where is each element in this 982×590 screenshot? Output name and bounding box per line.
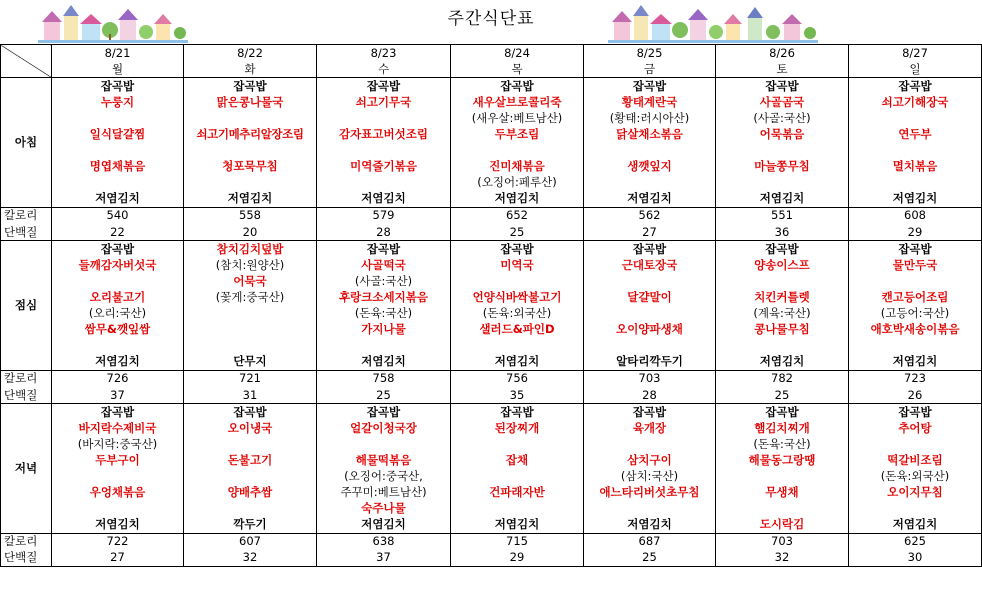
menu-item-lunch — [52, 273, 184, 289]
menu-item-dinner — [317, 436, 451, 452]
calorie-value: 687 — [584, 533, 716, 550]
protein-value: 25 — [584, 550, 716, 567]
protein-value: 27 — [584, 224, 716, 241]
menu-item-dinner: 떡갈비조림 — [849, 452, 982, 468]
protein-value: 32 — [184, 550, 317, 567]
menu-item-lunch — [716, 338, 849, 354]
menu-item-lunch: 캔고등어조림 — [849, 289, 982, 305]
calorie-value: 607 — [184, 533, 317, 550]
menu-item-lunch: 잡곡밥 — [52, 241, 184, 258]
menu-item-dinner: 바지락수제비국 — [52, 420, 184, 436]
breakfast-label: 아침 — [1, 78, 52, 208]
menu-item-breakfast — [849, 110, 982, 126]
menu-item-dinner: 저염김치 — [584, 517, 716, 534]
calorie-value: 703 — [716, 533, 849, 550]
menu-item-lunch — [584, 338, 716, 354]
date-header: 8/24 — [451, 45, 584, 62]
weekday-header: 토 — [716, 61, 849, 78]
menu-item-dinner: 얼갈이청국장 — [317, 420, 451, 436]
menu-item-breakfast: 닭살채소볶음 — [584, 126, 716, 142]
protein-value: 28 — [584, 387, 716, 404]
protein-value: 32 — [716, 550, 849, 567]
menu-item-dinner: 햄김치찌개 — [716, 420, 849, 436]
protein-value: 25 — [317, 387, 451, 404]
calorie-label: 칼로리 — [1, 207, 52, 224]
menu-item-lunch: 잡곡밥 — [317, 241, 451, 258]
menu-item-dinner: 된장찌개 — [451, 420, 584, 436]
menu-item-dinner: 추어탕 — [849, 420, 982, 436]
menu-item-dinner: 주꾸미:베트남산) — [317, 485, 451, 501]
date-header: 8/22 — [184, 45, 317, 62]
protein-value: 36 — [716, 224, 849, 241]
menu-item-lunch — [184, 338, 317, 354]
menu-item-dinner: (바지락:중국산) — [52, 436, 184, 452]
menu-item-lunch — [849, 338, 982, 354]
menu-item-breakfast — [184, 175, 317, 191]
weekday-header: 금 — [584, 61, 716, 78]
calorie-value: 638 — [317, 533, 451, 550]
protein-label: 단백질 — [1, 224, 52, 241]
date-header: 8/21 — [52, 45, 184, 62]
menu-item-breakfast: 잡곡밥 — [584, 78, 716, 95]
menu-item-dinner: 잡곡밥 — [451, 404, 584, 421]
menu-item-dinner: 양배추쌈 — [184, 485, 317, 501]
menu-item-breakfast: 멸치볶음 — [849, 159, 982, 175]
protein-value: 29 — [451, 550, 584, 567]
menu-item-lunch — [184, 306, 317, 322]
protein-value: 26 — [849, 387, 982, 404]
menu-item-lunch: 사골떡국 — [317, 257, 451, 273]
menu-item-breakfast: 저염김치 — [584, 191, 716, 208]
menu-item-dinner: 해물동그랑땡 — [716, 452, 849, 468]
menu-item-breakfast — [52, 110, 184, 126]
weekday-header: 화 — [184, 61, 317, 78]
menu-item-dinner: 숙주나물 — [317, 501, 451, 517]
calorie-value: 726 — [52, 370, 184, 387]
dinner-label: 저녁 — [1, 404, 52, 534]
menu-item-dinner: (돈육:외국산) — [849, 468, 982, 484]
menu-item-lunch: 쌈무&깻잎쌈 — [52, 322, 184, 338]
weekday-header: 목 — [451, 61, 584, 78]
menu-item-lunch: 단무지 — [184, 354, 317, 371]
menu-item-breakfast — [52, 143, 184, 159]
menu-item-breakfast — [849, 175, 982, 191]
protein-value: 27 — [52, 550, 184, 567]
menu-item-breakfast: 감자표고버섯조림 — [317, 126, 451, 142]
menu-item-dinner: 저염김치 — [849, 517, 982, 534]
menu-item-lunch: 양송이스프 — [716, 257, 849, 273]
calorie-value: 562 — [584, 207, 716, 224]
calorie-value: 579 — [317, 207, 451, 224]
calorie-value: 782 — [716, 370, 849, 387]
menu-item-breakfast: (새우살:베트남산) — [451, 110, 584, 126]
calorie-label: 칼로리 — [1, 370, 52, 387]
menu-item-breakfast — [317, 143, 451, 159]
menu-item-lunch: 저염김치 — [849, 354, 982, 371]
menu-item-lunch: (사골:국산) — [317, 273, 451, 289]
menu-item-lunch: 오리불고기 — [52, 289, 184, 305]
menu-item-lunch — [716, 273, 849, 289]
calorie-value: 703 — [584, 370, 716, 387]
menu-item-breakfast: 저염김치 — [52, 191, 184, 208]
protein-value: 25 — [716, 387, 849, 404]
calorie-value: 721 — [184, 370, 317, 387]
menu-item-dinner: 건파래자반 — [451, 485, 584, 501]
protein-value: 30 — [849, 550, 982, 567]
menu-item-dinner: 우엉채볶음 — [52, 485, 184, 501]
menu-item-lunch: (돈육:외국산) — [451, 306, 584, 322]
menu-item-breakfast — [317, 175, 451, 191]
menu-item-lunch: 저염김치 — [716, 354, 849, 371]
menu-item-lunch — [317, 338, 451, 354]
menu-item-lunch: 오이양파생채 — [584, 322, 716, 338]
menu-item-breakfast — [184, 110, 317, 126]
menu-item-lunch: (참치:원양산) — [184, 257, 317, 273]
menu-item-lunch: 물만두국 — [849, 257, 982, 273]
menu-item-breakfast — [451, 143, 584, 159]
menu-item-breakfast: 사골곰국 — [716, 94, 849, 110]
menu-item-dinner: (삼치:국산) — [584, 468, 716, 484]
menu-item-dinner — [52, 501, 184, 517]
protein-value: 28 — [317, 224, 451, 241]
menu-item-breakfast: 미역줄기볶음 — [317, 159, 451, 175]
menu-item-lunch: 잡곡밥 — [451, 241, 584, 258]
lunch-label: 점심 — [1, 241, 52, 371]
calorie-value: 558 — [184, 207, 317, 224]
weekday-header: 수 — [317, 61, 451, 78]
menu-item-breakfast — [584, 143, 716, 159]
protein-label: 단백질 — [1, 550, 52, 567]
menu-item-breakfast: 일식달걀찜 — [52, 126, 184, 142]
menu-item-lunch: 저염김치 — [451, 354, 584, 371]
menu-item-dinner: 깍두기 — [184, 517, 317, 534]
menu-item-dinner: 돈불고기 — [184, 452, 317, 468]
menu-item-breakfast: 저염김치 — [716, 191, 849, 208]
menu-item-dinner: 애느타리버섯초무침 — [584, 485, 716, 501]
menu-item-dinner — [52, 468, 184, 484]
menu-item-dinner: 잡곡밥 — [584, 404, 716, 421]
protein-value: 31 — [184, 387, 317, 404]
calorie-value: 758 — [317, 370, 451, 387]
menu-item-lunch: 근대토장국 — [584, 257, 716, 273]
menu-item-breakfast — [716, 175, 849, 191]
menu-item-dinner — [716, 468, 849, 484]
menu-item-dinner: 삼치구이 — [584, 452, 716, 468]
menu-item-lunch: 달걀말이 — [584, 289, 716, 305]
menu-item-lunch: (돈육:국산) — [317, 306, 451, 322]
menu-item-breakfast: 쇠고기해장국 — [849, 94, 982, 110]
calorie-value: 723 — [849, 370, 982, 387]
menu-item-breakfast: 생깻잎지 — [584, 159, 716, 175]
menu-item-dinner: 무생채 — [716, 485, 849, 501]
menu-item-dinner — [584, 436, 716, 452]
menu-item-dinner: 오이지무침 — [849, 485, 982, 501]
date-header: 8/26 — [716, 45, 849, 62]
menu-item-breakfast — [184, 143, 317, 159]
menu-item-breakfast — [52, 175, 184, 191]
menu-item-dinner: 도시락김 — [716, 517, 849, 534]
menu-item-dinner: 잡곡밥 — [849, 404, 982, 421]
date-header: 8/27 — [849, 45, 982, 62]
menu-item-breakfast: 두부조림 — [451, 126, 584, 142]
menu-item-breakfast: 황태계란국 — [584, 94, 716, 110]
menu-item-breakfast: 잡곡밥 — [451, 78, 584, 95]
menu-item-lunch: 후랑크소세지볶음 — [317, 289, 451, 305]
menu-item-dinner: 잡곡밥 — [52, 404, 184, 421]
menu-item-dinner — [451, 501, 584, 517]
menu-item-breakfast: 저염김치 — [184, 191, 317, 208]
calorie-value: 608 — [849, 207, 982, 224]
menu-item-lunch — [584, 273, 716, 289]
menu-item-lunch — [52, 338, 184, 354]
menu-item-breakfast — [317, 110, 451, 126]
menu-item-dinner — [184, 501, 317, 517]
menu-item-breakfast: 잡곡밥 — [849, 78, 982, 95]
date-header: 8/25 — [584, 45, 716, 62]
protein-value: 29 — [849, 224, 982, 241]
corner-diagonal-cell — [1, 45, 52, 78]
menu-item-breakfast: 저염김치 — [317, 191, 451, 208]
menu-item-breakfast: 잡곡밥 — [184, 78, 317, 95]
calorie-value: 540 — [52, 207, 184, 224]
calorie-value: 722 — [52, 533, 184, 550]
menu-item-breakfast — [584, 175, 716, 191]
calorie-value: 625 — [849, 533, 982, 550]
menu-item-lunch — [451, 338, 584, 354]
menu-item-breakfast: 잡곡밥 — [317, 78, 451, 95]
menu-item-lunch: 저염김치 — [317, 354, 451, 371]
menu-item-dinner — [849, 436, 982, 452]
menu-item-breakfast: (황태:러시아산) — [584, 110, 716, 126]
date-header: 8/23 — [317, 45, 451, 62]
menu-item-lunch: 미역국 — [451, 257, 584, 273]
menu-item-breakfast: 쇠고기메추리알장조림 — [184, 126, 317, 142]
menu-item-breakfast: 새우살브로콜리죽 — [451, 94, 584, 110]
menu-item-lunch — [584, 306, 716, 322]
menu-item-lunch: 들깨감자버섯국 — [52, 257, 184, 273]
menu-item-lunch: 가지나물 — [317, 322, 451, 338]
menu-item-lunch: (계육:국산) — [716, 306, 849, 322]
village-right-illustration — [608, 2, 818, 44]
menu-item-lunch: 저염김치 — [52, 354, 184, 371]
menu-item-breakfast: 마늘쫑무침 — [716, 159, 849, 175]
menu-item-dinner: 두부구이 — [52, 452, 184, 468]
menu-item-lunch — [184, 322, 317, 338]
menu-item-lunch: 어묵국 — [184, 273, 317, 289]
calorie-value: 652 — [451, 207, 584, 224]
weekday-header: 일 — [849, 61, 982, 78]
menu-item-breakfast: 연두부 — [849, 126, 982, 142]
menu-item-dinner — [451, 468, 584, 484]
protein-value: 35 — [451, 387, 584, 404]
menu-item-breakfast: (사골:국산) — [716, 110, 849, 126]
menu-item-dinner — [184, 436, 317, 452]
calorie-value: 756 — [451, 370, 584, 387]
menu-item-breakfast: 맑은콩나물국 — [184, 94, 317, 110]
menu-item-breakfast: 어묵볶음 — [716, 126, 849, 142]
menu-item-lunch: 참치김치덮밥 — [184, 241, 317, 258]
menu-item-lunch: 언양식바싹불고기 — [451, 289, 584, 305]
menu-item-dinner: 저염김치 — [451, 517, 584, 534]
menu-item-dinner: 저염김치 — [52, 517, 184, 534]
menu-item-lunch: 잡곡밥 — [716, 241, 849, 258]
menu-item-lunch: 애호박새송이볶음 — [849, 322, 982, 338]
menu-item-dinner: (오징어:중국산, — [317, 468, 451, 484]
menu-item-lunch: 잡곡밥 — [584, 241, 716, 258]
menu-item-breakfast — [716, 143, 849, 159]
protein-value: 37 — [317, 550, 451, 567]
menu-item-breakfast: (오징어:페루산) — [451, 175, 584, 191]
menu-item-dinner: 잡곡밥 — [184, 404, 317, 421]
menu-item-breakfast: 쇠고기무국 — [317, 94, 451, 110]
protein-value: 22 — [52, 224, 184, 241]
menu-item-breakfast: 명엽채볶음 — [52, 159, 184, 175]
calorie-value: 551 — [716, 207, 849, 224]
protein-value: 20 — [184, 224, 317, 241]
menu-item-dinner — [584, 501, 716, 517]
protein-label: 단백질 — [1, 387, 52, 404]
menu-item-lunch: (꽃게:중국산) — [184, 289, 317, 305]
menu-item-breakfast: 저염김치 — [849, 191, 982, 208]
weekday-header: 월 — [52, 61, 184, 78]
menu-item-lunch: 잡곡밥 — [849, 241, 982, 258]
title-banner — [0, 0, 982, 44]
calorie-value: 715 — [451, 533, 584, 550]
menu-item-breakfast: 누룽지 — [52, 94, 184, 110]
menu-item-dinner: 저염김치 — [317, 517, 451, 534]
menu-item-dinner — [451, 436, 584, 452]
menu-item-lunch — [849, 273, 982, 289]
menu-item-lunch — [451, 273, 584, 289]
protein-value: 37 — [52, 387, 184, 404]
menu-item-lunch: 치킨커틀렛 — [716, 289, 849, 305]
menu-item-dinner — [716, 501, 849, 517]
menu-item-dinner: 해물떡볶음 — [317, 452, 451, 468]
menu-item-breakfast: 저염김치 — [451, 191, 584, 208]
protein-value: 25 — [451, 224, 584, 241]
menu-item-breakfast: 잡곡밥 — [716, 78, 849, 95]
menu-item-dinner: 잡곡밥 — [716, 404, 849, 421]
calorie-label: 칼로리 — [1, 533, 52, 550]
menu-item-dinner — [184, 468, 317, 484]
menu-item-dinner — [849, 501, 982, 517]
menu-item-lunch: 알타리깍두기 — [584, 354, 716, 371]
menu-item-dinner: (돈육:국산) — [716, 436, 849, 452]
menu-item-dinner: 잡곡밥 — [317, 404, 451, 421]
menu-item-dinner: 오이냉국 — [184, 420, 317, 436]
menu-item-breakfast — [849, 143, 982, 159]
menu-item-lunch: (오리:국산) — [52, 306, 184, 322]
menu-item-lunch: (고등어:국산) — [849, 306, 982, 322]
menu-item-lunch: 콩나물무침 — [716, 322, 849, 338]
menu-item-breakfast: 청포묵무침 — [184, 159, 317, 175]
menu-item-lunch: 샐러드&파인D — [451, 322, 584, 338]
menu-item-breakfast: 진미채볶음 — [451, 159, 584, 175]
menu-item-breakfast: 잡곡밥 — [52, 78, 184, 95]
page-title: 주간식단표 — [447, 9, 535, 29]
menu-item-dinner: 육개장 — [584, 420, 716, 436]
menu-item-dinner: 잡채 — [451, 452, 584, 468]
menu-table — [0, 44, 982, 567]
